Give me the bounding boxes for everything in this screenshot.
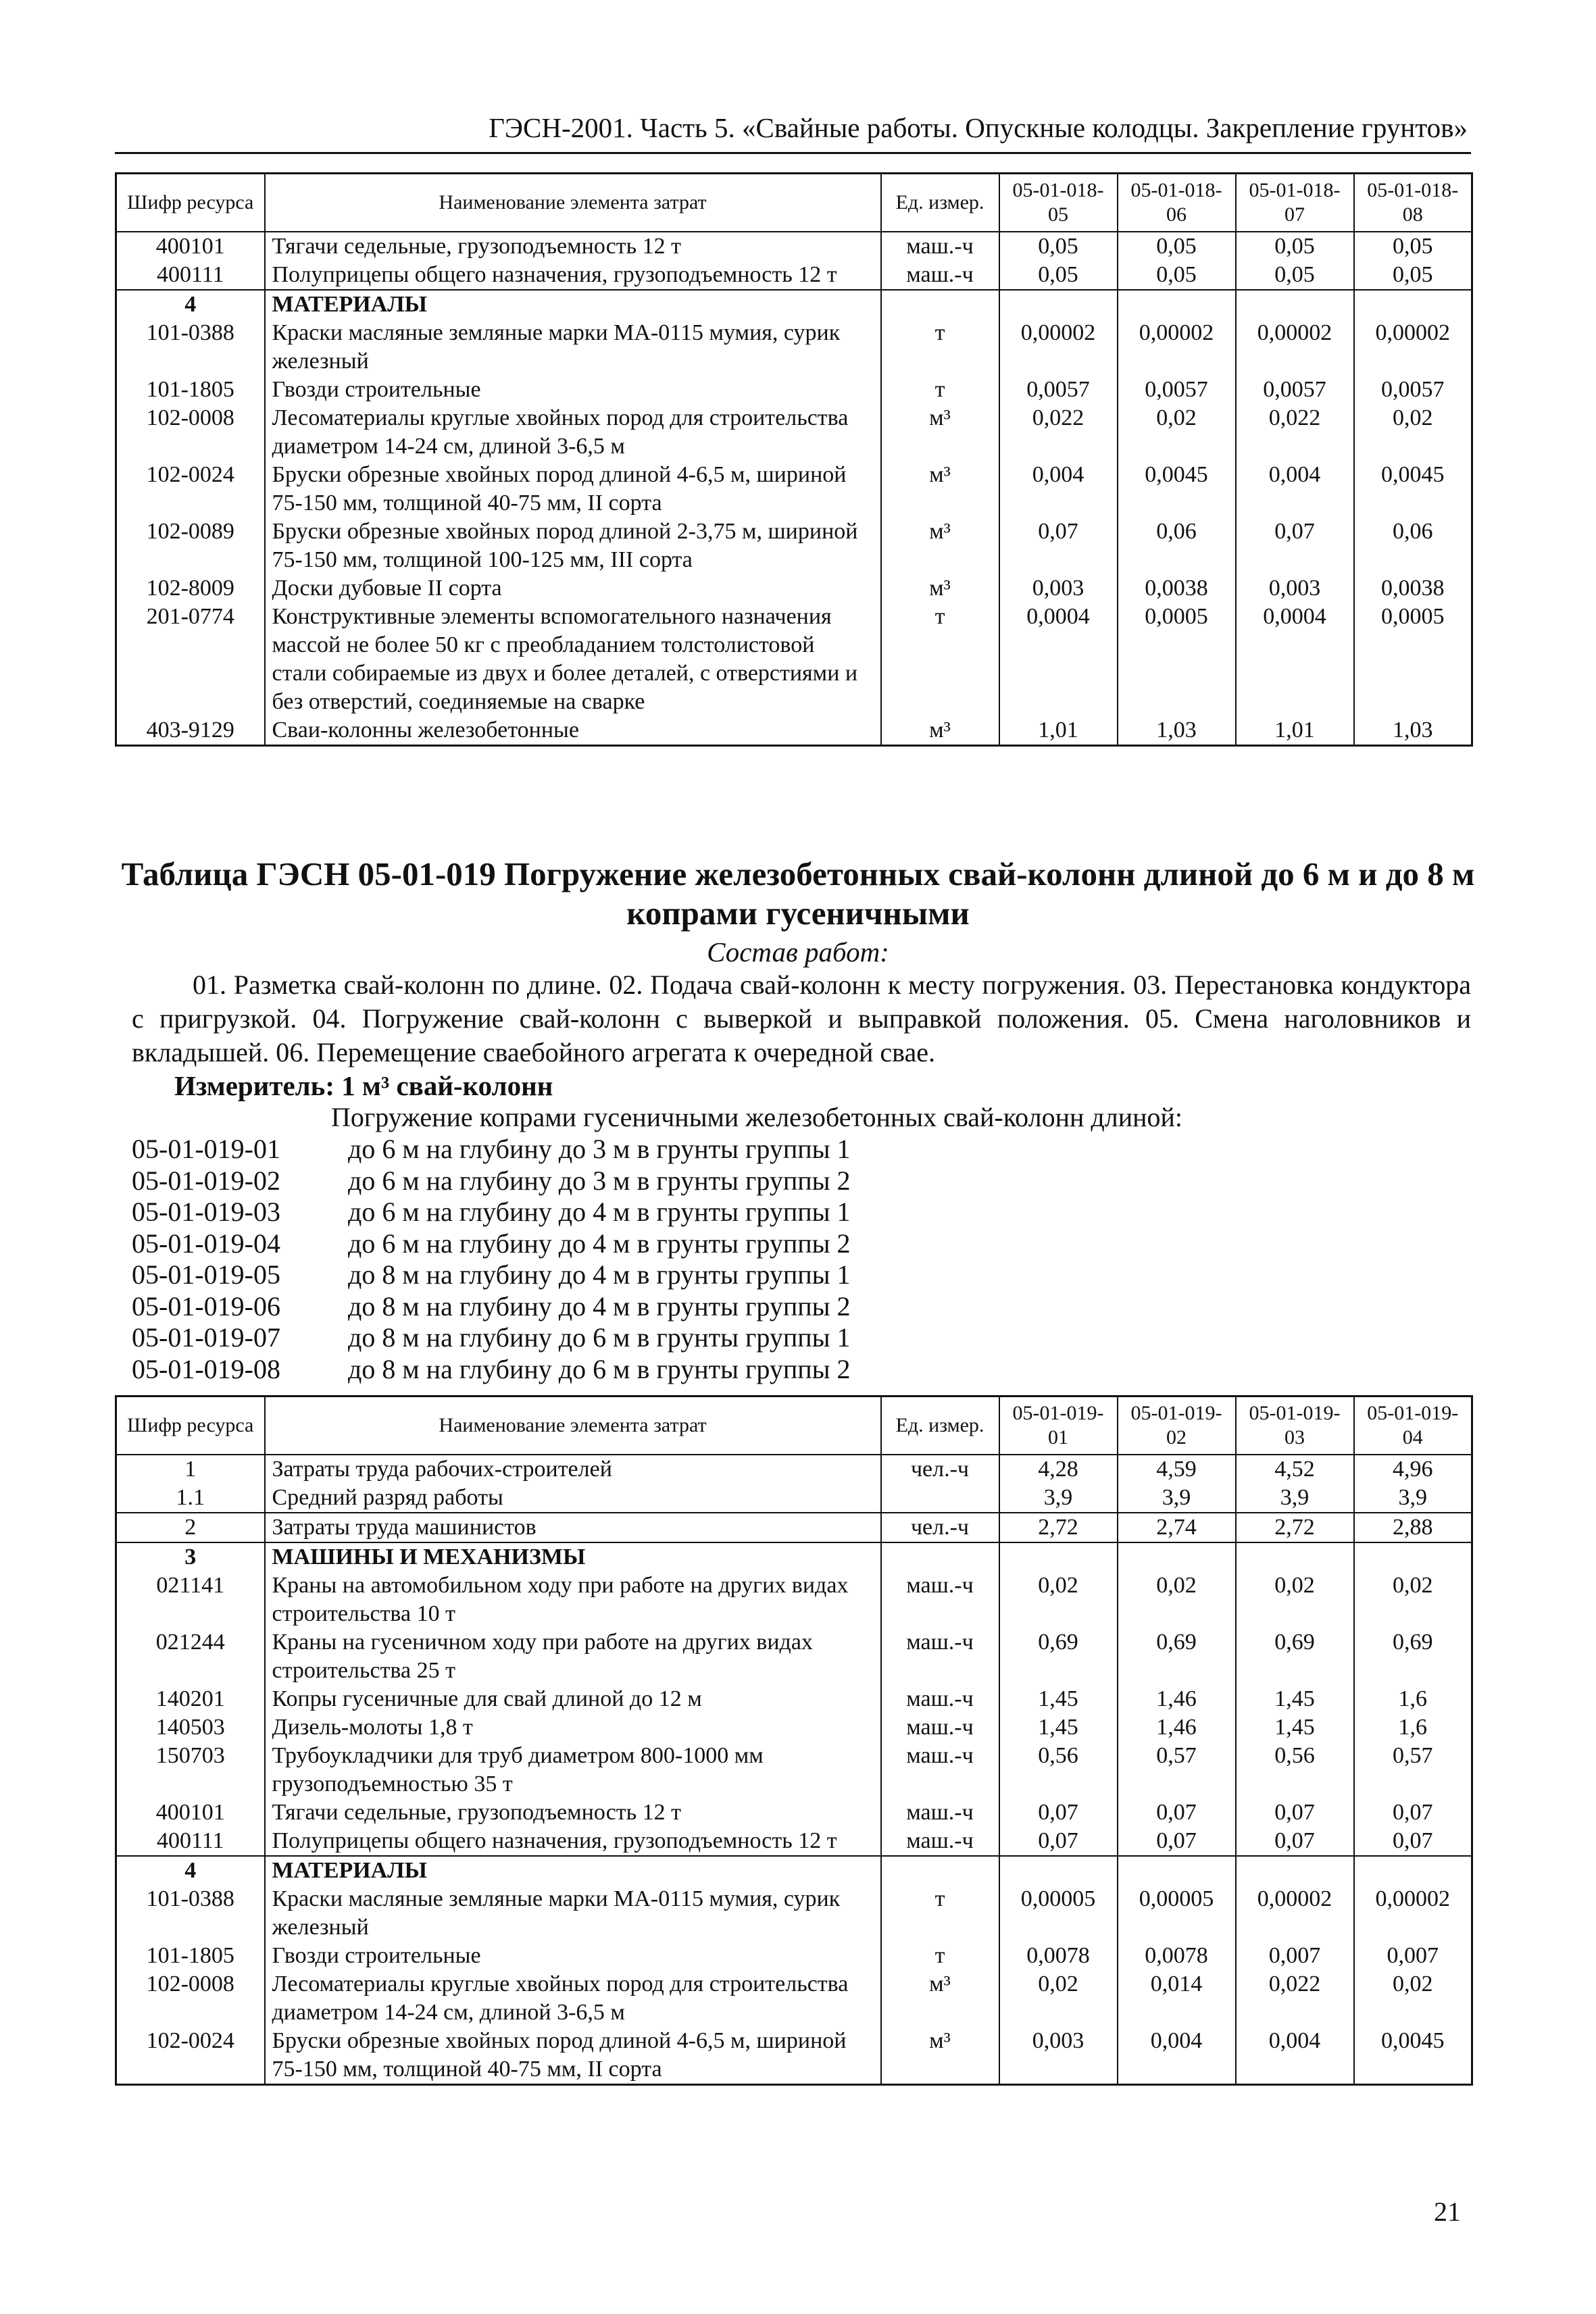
table-header-row <box>116 174 1472 232</box>
resource-name: Лесоматериалы круглые хвойных пород для строительства диаметром 14-24 см, длиной 3-6,5 м <box>265 1970 881 2027</box>
works-description: 01. Разметка свай-колонн по длине. 02. Подача свай-колонн к месту погружения. 03. Перестановка кондуктора с пригрузкой. 04. Погружение свай-колонн с выверкой и выправкой положения. 05. Смена наголовников и вкладышей. 06. Перемещение сваебойного агрегата к очередной свае. <box>132 970 1471 1067</box>
meter-label: Измеритель: 1 м³ свай-колонн <box>174 1070 553 1101</box>
resource-name: Полуприцепы общего назначения, грузоподъемность 12 т <box>265 1827 881 1856</box>
resource-unit: т <box>881 319 999 376</box>
resource-value <box>1236 1856 1354 1885</box>
resource-code: 102-0024 <box>116 2027 265 2085</box>
variant-code: 05-01-019-03 <box>132 1197 280 1227</box>
variant-item <box>132 1354 851 1386</box>
resource-value: 0,0057 <box>1118 376 1236 404</box>
resource-value: 0,07 <box>1354 1799 1472 1827</box>
table-row <box>116 1970 1472 2027</box>
resource-value: 0,02 <box>999 1970 1118 2027</box>
resource-unit: маш.-ч <box>881 1713 999 1742</box>
resource-unit: т <box>881 1885 999 1942</box>
resource-name: Краски масляные земляные марки МА-0115 мумия, сурик железный <box>265 319 881 376</box>
variant-code: 05-01-019-05 <box>132 1259 280 1290</box>
resource-name: Бруски обрезные хвойных пород длиной 4-6,5 м, шириной 75-150 мм, толщиной 40-75 мм, II сорта <box>265 461 881 518</box>
table-row <box>116 461 1472 518</box>
resource-value: 0,0045 <box>1118 461 1236 518</box>
resource-name: Бруски обрезные хвойных пород длиной 2-3,75 м, шириной 75-150 мм, толщиной 100-125 мм, III сорта <box>265 518 881 574</box>
resource-value: 1,46 <box>1118 1713 1236 1742</box>
resource-code: 102-0008 <box>116 404 265 461</box>
resource-unit: т <box>881 376 999 404</box>
resource-value: 1,01 <box>1236 716 1354 746</box>
resource-value: 0,004 <box>1236 2027 1354 2085</box>
resource-name: Трубоукладчики для труб диаметром 800-1000 мм грузоподъемностью 35 т <box>265 1742 881 1799</box>
resource-value: 0,0004 <box>999 603 1118 716</box>
resource-name: Лесоматериалы круглые хвойных пород для строительства диаметром 14-24 см, длиной 3-6,5 м <box>265 404 881 461</box>
resource-value: 0,0078 <box>999 1942 1118 1970</box>
resource-value: 0,05 <box>1236 261 1354 290</box>
resource-value <box>1118 1856 1236 1885</box>
resource-code: 150703 <box>116 1742 265 1799</box>
resource-code: 201-0774 <box>116 603 265 716</box>
column-header: Наименование элемента затрат <box>265 1397 881 1455</box>
resource-unit: чел.-ч <box>881 1455 999 1484</box>
resource-value: 2,72 <box>999 1513 1118 1542</box>
resource-unit: м³ <box>881 1970 999 2027</box>
resource-value: 0,004 <box>1118 2027 1236 2085</box>
resource-unit: маш.-ч <box>881 1827 999 1856</box>
resource-value: 1,6 <box>1354 1685 1472 1713</box>
resource-value: 0,004 <box>999 461 1118 518</box>
table-row <box>116 1885 1472 1942</box>
resource-value: 2,74 <box>1118 1513 1236 1542</box>
resource-name: Средний разряд работы <box>265 1484 881 1513</box>
resource-value: 0,0057 <box>1236 376 1354 404</box>
resource-value <box>1236 290 1354 319</box>
section-title: Таблица ГЭСН 05-01-019 Погружение железобетонных свай-колонн длиной до 6 м и до 8 м копрами гусеничными <box>121 855 1475 932</box>
resource-code: 400101 <box>116 232 265 261</box>
resource-value: 0,07 <box>1118 1799 1236 1827</box>
resource-name: Дизель-молоты 1,8 т <box>265 1713 881 1742</box>
variant-text: до 8 м на глубину до 6 м в грунты группы 2 <box>348 1353 851 1384</box>
resource-name: Гвозди строительные <box>265 1942 881 1970</box>
variant-code: 05-01-019-04 <box>132 1228 280 1259</box>
variant-item <box>132 1197 851 1228</box>
resource-code: 102-8009 <box>116 574 265 603</box>
resource-value: 1,45 <box>999 1685 1118 1713</box>
variant-item <box>132 1228 851 1260</box>
table-row <box>116 1713 1472 1742</box>
resource-value: 3,9 <box>1236 1484 1354 1513</box>
resource-value: 0,022 <box>1236 404 1354 461</box>
resource-value: 1,45 <box>999 1713 1118 1742</box>
resource-value: 0,022 <box>1236 1970 1354 2027</box>
resource-code: 3 <box>116 1542 265 1571</box>
resource-value: 0,0057 <box>999 376 1118 404</box>
resource-unit <box>881 1542 999 1571</box>
resource-value <box>1118 290 1236 319</box>
resource-value: 0,0057 <box>1354 376 1472 404</box>
resource-code: 101-1805 <box>116 1942 265 1970</box>
resource-value: 1,01 <box>999 716 1118 746</box>
column-header: 05-01-018-07 <box>1236 174 1354 232</box>
resource-value: 0,007 <box>1354 1942 1472 1970</box>
variant-code: 05-01-019-02 <box>132 1165 280 1196</box>
resource-value: 0,00002 <box>1354 1885 1472 1942</box>
resource-value: 0,0038 <box>1354 574 1472 603</box>
resource-value: 3,9 <box>1118 1484 1236 1513</box>
resource-unit: маш.-ч <box>881 1685 999 1713</box>
header-rule <box>115 152 1471 154</box>
resource-unit: т <box>881 603 999 716</box>
resource-code: 1 <box>116 1455 265 1484</box>
resource-value: 0,0078 <box>1118 1942 1236 1970</box>
resource-value: 4,59 <box>1118 1455 1236 1484</box>
resource-value: 0,00002 <box>1354 319 1472 376</box>
resource-value: 0,05 <box>999 261 1118 290</box>
table-row <box>116 1455 1472 1484</box>
resource-value: 0,003 <box>1236 574 1354 603</box>
resource-value: 0,07 <box>999 518 1118 574</box>
variant-text: до 8 м на глубину до 6 м в грунты группы 1 <box>348 1322 851 1353</box>
resource-code: 1.1 <box>116 1484 265 1513</box>
resource-name: Полуприцепы общего назначения, грузоподъемность 12 т <box>265 261 881 290</box>
resource-name: Тягачи седельные, грузоподъемность 12 т <box>265 1799 881 1827</box>
running-header: ГЭСН-2001. Часть 5. «Свайные работы. Опускные колодцы. Закрепление грунтов» <box>489 112 1468 143</box>
variant-text: до 6 м на глубину до 4 м в грунты группы 2 <box>348 1228 851 1259</box>
table-row <box>116 232 1472 261</box>
variant-code: 05-01-019-08 <box>132 1353 280 1384</box>
resource-unit: маш.-ч <box>881 232 999 261</box>
resource-value: 0,02 <box>1354 1571 1472 1628</box>
column-header: 05-01-019-02 <box>1118 1397 1236 1455</box>
resource-value: 0,02 <box>1236 1571 1354 1628</box>
resource-name: Краны на гусеничном ходу при работе на других видах строительства 25 т <box>265 1628 881 1685</box>
resource-value <box>999 290 1118 319</box>
resource-name: Гвозди строительные <box>265 376 881 404</box>
variant-text: до 6 м на глубину до 3 м в грунты группы 1 <box>348 1134 851 1164</box>
resource-value: 0,69 <box>1354 1628 1472 1685</box>
resource-value: 0,05 <box>1236 232 1354 261</box>
resource-code: 102-0024 <box>116 461 265 518</box>
resource-value: 0,05 <box>1118 261 1236 290</box>
resource-value: 0,56 <box>999 1742 1118 1799</box>
resource-code: 101-0388 <box>116 1885 265 1942</box>
resource-code: 140201 <box>116 1685 265 1713</box>
resource-value: 3,9 <box>1354 1484 1472 1513</box>
resource-value: 0,00002 <box>1236 1885 1354 1942</box>
variant-text: до 8 м на глубину до 4 м в грунты группы 2 <box>348 1290 851 1322</box>
table-row <box>116 1513 1472 1542</box>
resource-value: 1,45 <box>1236 1713 1354 1742</box>
resource-name: Сваи-колонны железобетонные <box>265 716 881 746</box>
resource-value: 0,56 <box>1236 1742 1354 1799</box>
resource-value: 0,07 <box>1236 518 1354 574</box>
resource-value: 0,07 <box>1354 1827 1472 1856</box>
resource-unit: м³ <box>881 716 999 746</box>
table-row <box>116 1571 1472 1628</box>
variant-item <box>132 1259 851 1291</box>
resource-code: 102-0008 <box>116 1970 265 2027</box>
column-header: 05-01-019-04 <box>1354 1397 1472 1455</box>
table-row <box>116 376 1472 404</box>
column-header: Шифр ресурса <box>116 1397 265 1455</box>
table-row <box>116 518 1472 574</box>
table-row <box>116 404 1472 461</box>
resource-code: 4 <box>116 1856 265 1885</box>
table-row <box>116 319 1472 376</box>
resource-unit: маш.-ч <box>881 1799 999 1827</box>
resource-value: 0,02 <box>1354 404 1472 461</box>
resource-name: Тягачи седельные, грузоподъемность 12 т <box>265 232 881 261</box>
table-row <box>116 1484 1472 1513</box>
table-header-row <box>116 1397 1472 1455</box>
resource-unit: маш.-ч <box>881 261 999 290</box>
resource-value: 0,003 <box>999 574 1118 603</box>
resource-value: 0,02 <box>999 1571 1118 1628</box>
variants-list <box>132 1134 851 1385</box>
resource-value <box>1236 1542 1354 1571</box>
resource-value: 0,007 <box>1236 1942 1354 1970</box>
section-row <box>116 1856 1472 1885</box>
resource-name: Затраты труда рабочих-строителей <box>265 1455 881 1484</box>
resource-value: 0,69 <box>1118 1628 1236 1685</box>
resource-value <box>1118 1542 1236 1571</box>
resource-value: 2,72 <box>1236 1513 1354 1542</box>
resource-value: 0,0005 <box>1354 603 1472 716</box>
resource-value: 1,46 <box>1118 1685 1236 1713</box>
resource-table-019 <box>115 1395 1473 2086</box>
resource-code: 400111 <box>116 1827 265 1856</box>
resource-name: Доски дубовые II сорта <box>265 574 881 603</box>
resource-unit: т <box>881 1942 999 1970</box>
table-row <box>116 1742 1472 1799</box>
variant-code: 05-01-019-07 <box>132 1322 280 1353</box>
table-row <box>116 1628 1472 1685</box>
variant-text: до 6 м на глубину до 3 м в грунты группы 2 <box>348 1165 851 1196</box>
resource-name: Конструктивные элементы вспомогательного назначения массой не более 50 кг с преобладанием толстолистовой стали собираемые из двух и более деталей, с отверстиями и без отверстий, соединяемые на сварке <box>265 603 881 716</box>
resource-unit: маш.-ч <box>881 1571 999 1628</box>
resource-value: 0,02 <box>1118 404 1236 461</box>
resource-value <box>1354 290 1472 319</box>
resource-code: 101-1805 <box>116 376 265 404</box>
resource-value: 3,9 <box>999 1484 1118 1513</box>
table-row <box>116 261 1472 290</box>
column-header: 05-01-018-08 <box>1354 174 1472 232</box>
resource-value: 1,03 <box>1354 716 1472 746</box>
resource-unit: м³ <box>881 461 999 518</box>
resource-value: 0,07 <box>1118 1827 1236 1856</box>
resource-name: МАТЕРИАЛЫ <box>265 290 881 319</box>
variant-item <box>132 1322 851 1354</box>
resource-name: Краны на автомобильном ходу при работе на других видах строительства 10 т <box>265 1571 881 1628</box>
resource-unit: м³ <box>881 518 999 574</box>
resource-table-018 <box>115 172 1473 747</box>
resource-value: 0,06 <box>1118 518 1236 574</box>
section-row <box>116 1542 1472 1571</box>
resource-value <box>999 1542 1118 1571</box>
page-number: 21 <box>1434 2196 1461 2227</box>
column-header: 05-01-019-03 <box>1236 1397 1354 1455</box>
resource-value: 0,0045 <box>1354 2027 1472 2085</box>
resource-unit: м³ <box>881 574 999 603</box>
resource-name: Затраты труда машинистов <box>265 1513 881 1542</box>
resource-code: 400101 <box>116 1799 265 1827</box>
resource-name: МАШИНЫ И МЕХАНИЗМЫ <box>265 1542 881 1571</box>
variant-item <box>132 1291 851 1323</box>
resource-value: 1,45 <box>1236 1685 1354 1713</box>
variant-text: до 8 м на глубину до 4 м в грунты группы 1 <box>348 1259 851 1290</box>
resource-value: 0,57 <box>1118 1742 1236 1799</box>
column-header: Наименование элемента затрат <box>265 174 881 232</box>
resource-value: 0,57 <box>1354 1742 1472 1799</box>
table-row <box>116 1827 1472 1856</box>
column-header: 05-01-019-01 <box>999 1397 1118 1455</box>
resource-unit <box>881 1856 999 1885</box>
resource-value: 4,96 <box>1354 1455 1472 1484</box>
composition-label: Состав работ: <box>707 936 889 967</box>
resource-code: 101-0388 <box>116 319 265 376</box>
variants-intro: Погружение копрами гусеничными железобетонных свай-колонн длиной: <box>331 1102 1183 1132</box>
resource-value: 0,05 <box>999 232 1118 261</box>
resource-code: 102-0089 <box>116 518 265 574</box>
resource-value: 0,0004 <box>1236 603 1354 716</box>
resource-value <box>1354 1856 1472 1885</box>
resource-value: 0,07 <box>999 1799 1118 1827</box>
column-header: Ед. измер. <box>881 1397 999 1455</box>
resource-value: 1,6 <box>1354 1713 1472 1742</box>
column-header: 05-01-018-06 <box>1118 174 1236 232</box>
resource-value: 0,00005 <box>999 1885 1118 1942</box>
resource-name: МАТЕРИАЛЫ <box>265 1856 881 1885</box>
column-header: Ед. измер. <box>881 174 999 232</box>
resource-code: 400111 <box>116 261 265 290</box>
resource-value: 0,00002 <box>1236 319 1354 376</box>
resource-value: 0,0045 <box>1354 461 1472 518</box>
resource-value: 0,05 <box>1354 232 1472 261</box>
resource-code: 403-9129 <box>116 716 265 746</box>
table-row <box>116 716 1472 746</box>
column-header: Шифр ресурса <box>116 174 265 232</box>
resource-unit: м³ <box>881 2027 999 2085</box>
resource-value: 0,07 <box>999 1827 1118 1856</box>
resource-value: 0,06 <box>1354 518 1472 574</box>
resource-value: 0,05 <box>1118 232 1236 261</box>
resource-value: 0,05 <box>1354 261 1472 290</box>
resource-value: 0,00002 <box>1118 319 1236 376</box>
resource-value: 0,02 <box>1118 1571 1236 1628</box>
resource-value: 0,003 <box>999 2027 1118 2085</box>
resource-name: Копры гусеничные для свай длиной до 12 м <box>265 1685 881 1713</box>
resource-value: 1,03 <box>1118 716 1236 746</box>
table-row <box>116 1799 1472 1827</box>
resource-value: 0,07 <box>1236 1827 1354 1856</box>
resource-value: 0,02 <box>1354 1970 1472 2027</box>
variant-item <box>132 1134 851 1165</box>
resource-value: 0,004 <box>1236 461 1354 518</box>
resource-unit <box>881 290 999 319</box>
column-header: 05-01-018-05 <box>999 174 1118 232</box>
resource-value <box>1354 1542 1472 1571</box>
variant-code: 05-01-019-01 <box>132 1134 280 1164</box>
table-row <box>116 603 1472 716</box>
resource-value: 0,69 <box>999 1628 1118 1685</box>
resource-value: 4,28 <box>999 1455 1118 1484</box>
resource-value: 0,00002 <box>999 319 1118 376</box>
resource-value: 0,0038 <box>1118 574 1236 603</box>
resource-code: 021244 <box>116 1628 265 1685</box>
resource-code: 4 <box>116 290 265 319</box>
table-row <box>116 2027 1472 2085</box>
table-row <box>116 574 1472 603</box>
table-row <box>116 1942 1472 1970</box>
resource-value: 0,014 <box>1118 1970 1236 2027</box>
resource-value: 4,52 <box>1236 1455 1354 1484</box>
resource-unit: м³ <box>881 404 999 461</box>
resource-code: 140503 <box>116 1713 265 1742</box>
resource-value: 2,88 <box>1354 1513 1472 1542</box>
resource-code: 2 <box>116 1513 265 1542</box>
resource-unit: маш.-ч <box>881 1628 999 1685</box>
resource-name: Краски масляные земляные марки МА-0115 мумия, сурик железный <box>265 1885 881 1942</box>
resource-unit: маш.-ч <box>881 1742 999 1799</box>
resource-value: 0,69 <box>1236 1628 1354 1685</box>
table-row <box>116 1685 1472 1713</box>
resource-value: 0,07 <box>1236 1799 1354 1827</box>
resource-value: 0,0005 <box>1118 603 1236 716</box>
variant-text: до 6 м на глубину до 4 м в грунты группы 1 <box>348 1197 851 1227</box>
resource-value: 0,022 <box>999 404 1118 461</box>
resource-value: 0,00005 <box>1118 1885 1236 1942</box>
variant-code: 05-01-019-06 <box>132 1290 280 1322</box>
section-row <box>116 290 1472 319</box>
resource-value <box>999 1856 1118 1885</box>
resource-unit <box>881 1484 999 1513</box>
resource-name: Бруски обрезные хвойных пород длиной 4-6,5 м, шириной 75-150 мм, толщиной 40-75 мм, II сорта <box>265 2027 881 2085</box>
resource-unit: чел.-ч <box>881 1513 999 1542</box>
variant-item <box>132 1165 851 1197</box>
resource-code: 021141 <box>116 1571 265 1628</box>
